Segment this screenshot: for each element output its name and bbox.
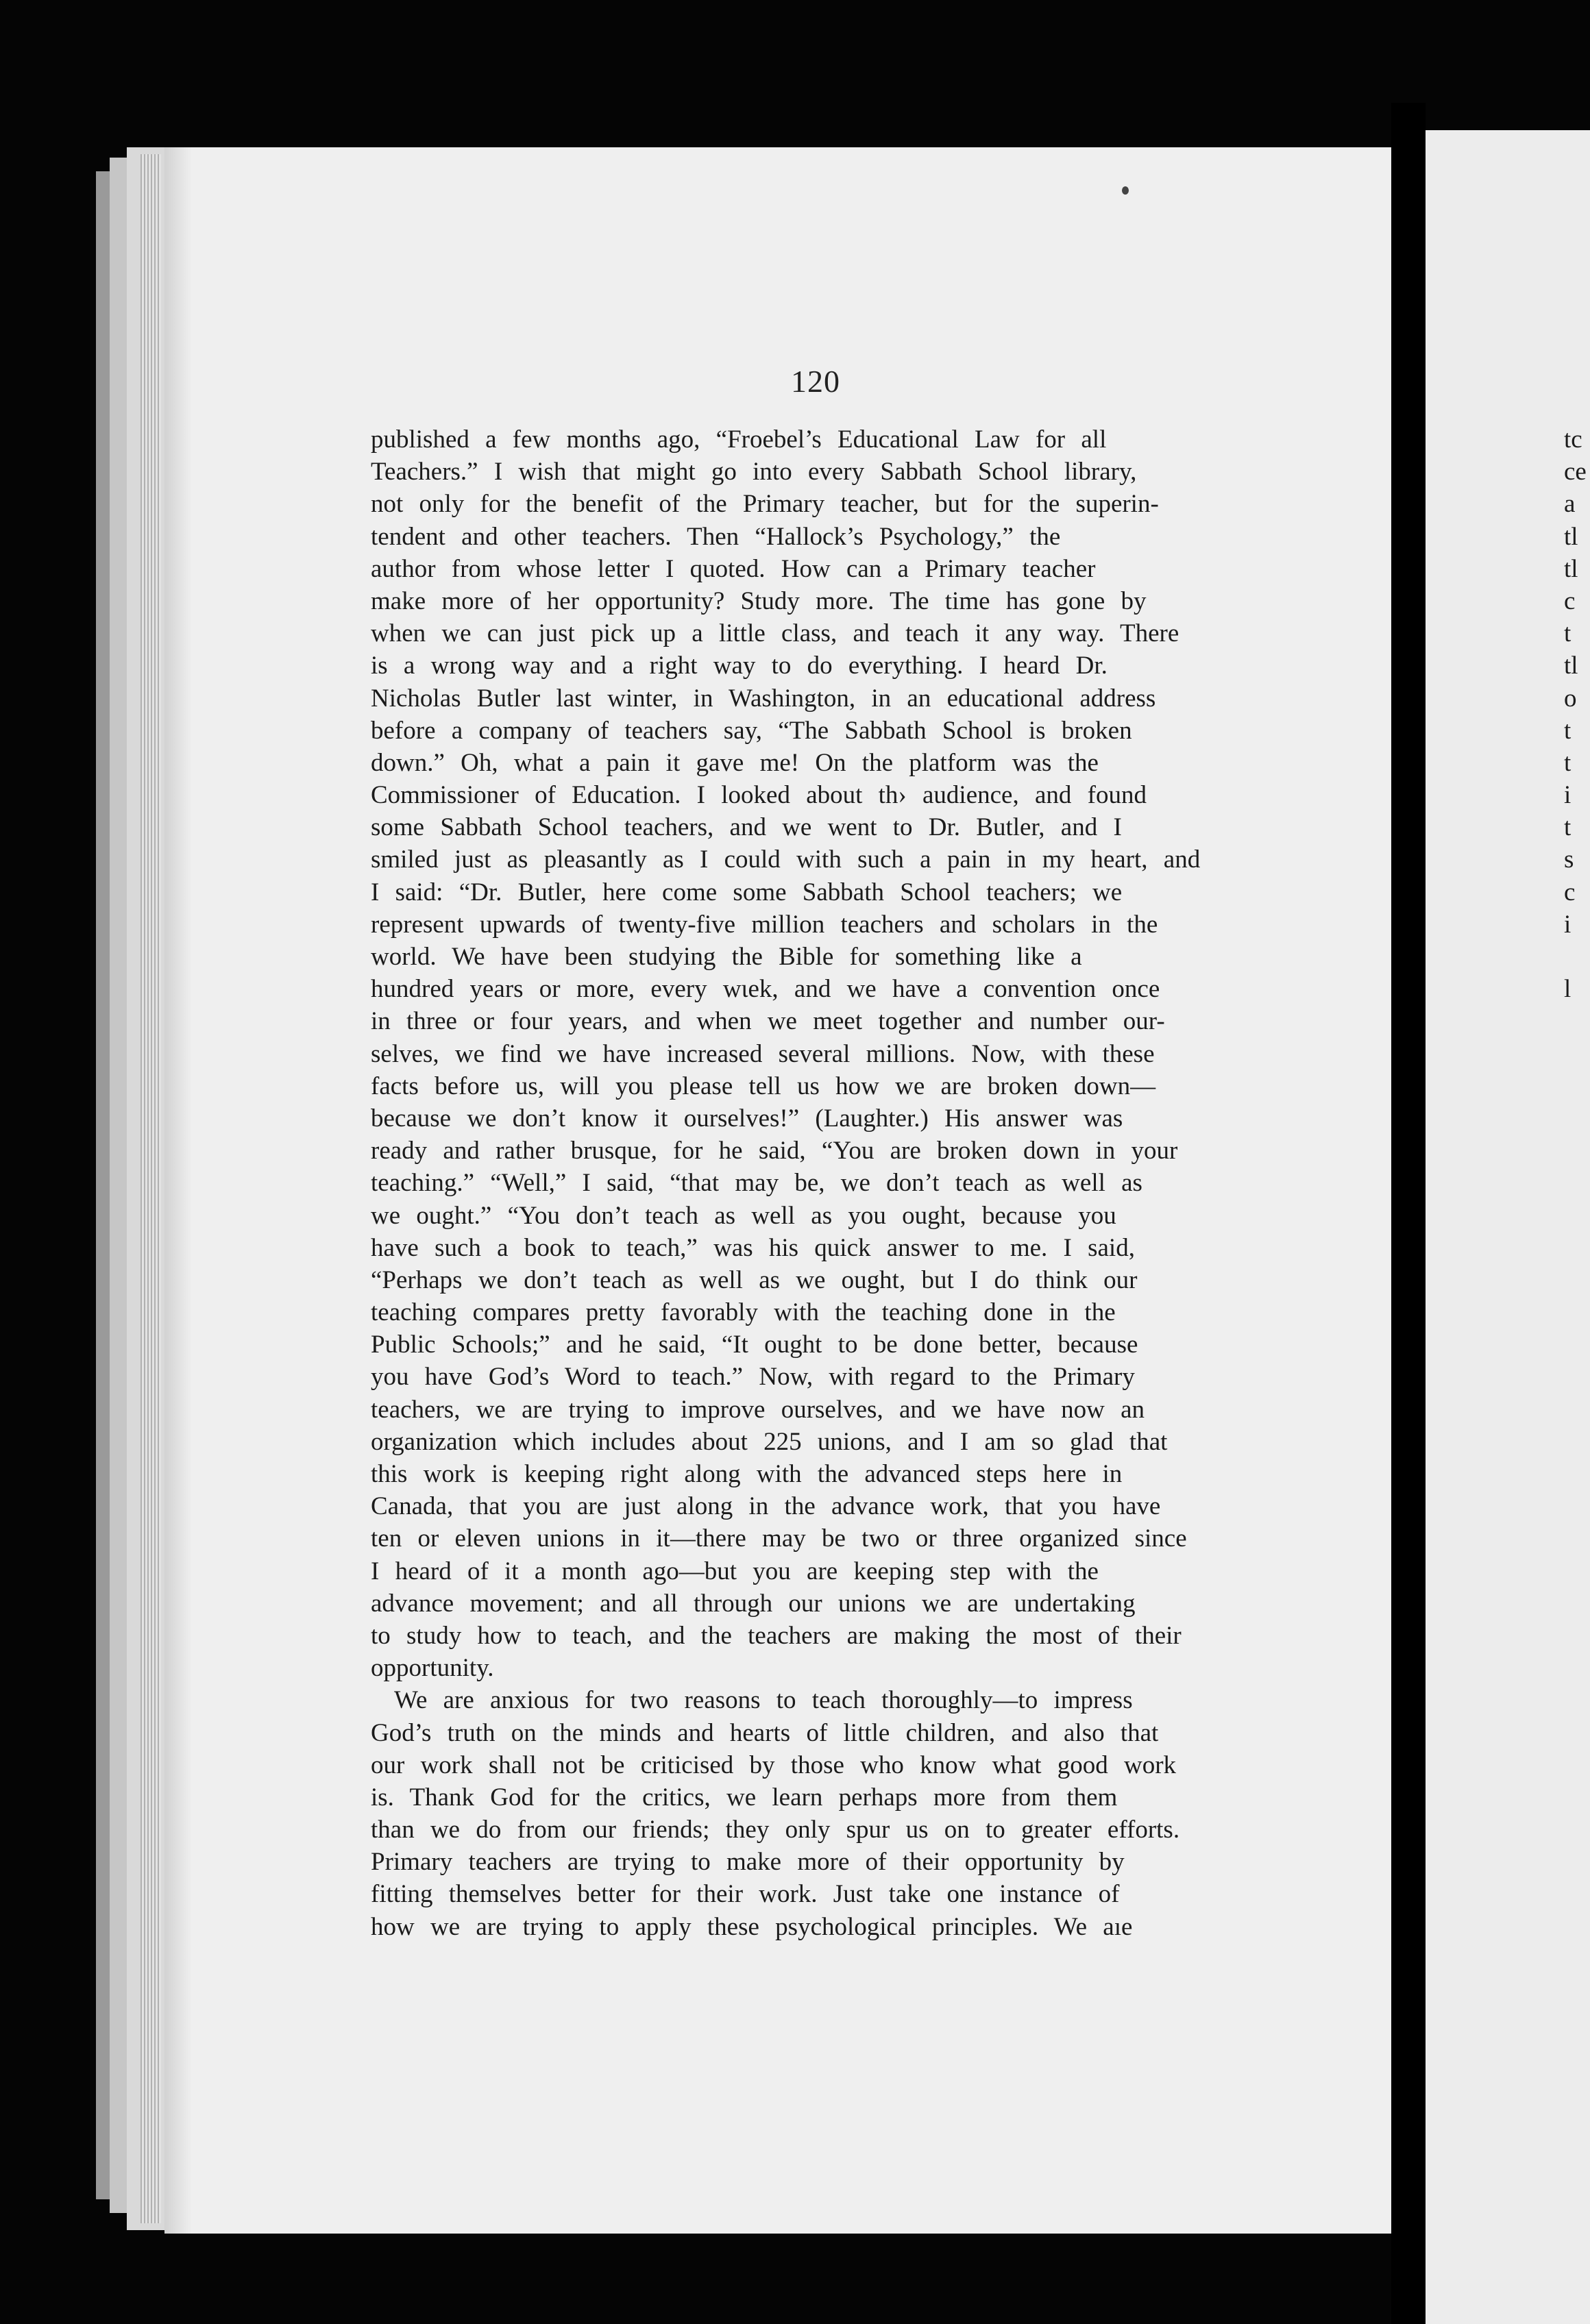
text-line: world. We have been studying the Bible for something like a — [371, 943, 1082, 971]
page-number: 120 — [791, 364, 840, 399]
text-line: Nicholas Butler last winter, in Washington, in an educational address — [371, 684, 1156, 713]
facing-page-line-fragment: tl — [1564, 522, 1578, 551]
text-line: organization which includes about 225 unions, and I am so glad that — [371, 1427, 1168, 1456]
facing-page-line-fragment: s — [1564, 845, 1574, 874]
text-line: smiled just as pleasantly as I could with such a pain in my heart, and — [371, 845, 1201, 874]
text-line: selves, we find we have increased several millions. Now, with these — [371, 1039, 1155, 1068]
facing-page-line-fragment: t — [1564, 813, 1571, 842]
text-line: some Sabbath School teachers, and we went to Dr. Butler, and I — [371, 813, 1122, 842]
text-line: in three or four years, and when we meet together and number our- — [371, 1007, 1165, 1036]
text-line: than we do from our friends; they only spur us on to greater efforts. — [371, 1816, 1180, 1844]
text-line: you have God’s Word to teach.” Now, with regard to the Primary — [371, 1363, 1135, 1392]
text-line: teachers, we are trying to improve ourselves, and we have now an — [371, 1395, 1145, 1424]
text-line: is a wrong way and a right way to do everything. I heard Dr. — [371, 652, 1108, 680]
text-line: opportunity. — [371, 1654, 494, 1683]
facing-page-line-fragment: o — [1564, 684, 1577, 713]
facing-page-line-fragment: t — [1564, 619, 1571, 648]
facing-page-line-fragment: c — [1564, 878, 1576, 906]
text-line: this work is keeping right along with the advanced steps here in — [371, 1460, 1123, 1488]
text-line: Canada, that you are just along in the advance work, that you have — [371, 1492, 1161, 1521]
text-line: Primary teachers are trying to make more of their opportunity by — [371, 1848, 1125, 1877]
body-text — [371, 423, 1281, 1943]
text-line: teaching compares pretty favorably with the teaching done in the — [371, 1298, 1116, 1327]
facing-page-line-fragment: tc — [1564, 425, 1582, 454]
ink-speck — [1122, 186, 1129, 195]
text-line: is. Thank God for the critics, we learn perhaps more from them — [371, 1783, 1118, 1812]
text-line: I said: “Dr. Butler, here come some Sabbath School teachers; we — [371, 878, 1123, 906]
facing-page-line-fragment: c — [1564, 586, 1576, 615]
facing-page-line-fragment: a — [1564, 490, 1576, 519]
facing-page-text — [1564, 423, 1590, 1005]
text-line: I heard of it a month ago—but you are keeping step with the — [371, 1557, 1099, 1585]
facing-page-line-fragment: t — [1564, 716, 1571, 745]
text-line: ten or eleven unions in it—there may be two or three organized since — [371, 1524, 1187, 1553]
text-line: hundred years or more, every wɩek, and we have a convention once — [371, 975, 1160, 1004]
facing-page-line-fragment: tl — [1564, 554, 1578, 583]
facing-page-line-fragment: l — [1564, 975, 1571, 1004]
text-line: “Perhaps we don’t teach as well as we ought, but I do think our — [371, 1265, 1138, 1294]
facing-page-line-fragment: tl — [1564, 652, 1578, 680]
page-edge-stack — [140, 154, 161, 2223]
text-line: when we can just pick up a little class, and teach it any way. There — [371, 619, 1179, 648]
text-line: We are anxious for two reasons to teach thoroughly—to impress — [394, 1686, 1133, 1715]
text-line: tendent and other teachers. Then “Hallock’s Psychology,” the — [371, 522, 1061, 551]
text-line: down.” Oh, what a pain it gave me! On the platform was the — [371, 748, 1099, 777]
text-line: have such a book to teach,” was his quick answer to me. I said, — [371, 1233, 1135, 1262]
facing-page-line-fragment: i — [1564, 910, 1571, 939]
text-line: we ought.” “You don’t teach as well as you ought, because you — [371, 1201, 1116, 1230]
text-line: not only for the benefit of the Primary teacher, but for the superin- — [371, 490, 1159, 519]
text-line: God’s truth on the minds and hearts of little children, and also that — [371, 1718, 1159, 1747]
text-line: how we are trying to apply these psychological principles. We aıe — [371, 1912, 1133, 1941]
text-line: facts before us, will you please tell us how we are broken down— — [371, 1072, 1156, 1100]
page-shadow — [164, 147, 192, 2234]
book-gutter — [1391, 103, 1426, 2324]
text-line: Teachers.” I wish that might go into every Sabbath School library, — [371, 458, 1137, 486]
text-line: author from whose letter I quoted. How can a Primary teacher — [371, 554, 1096, 583]
text-line: teaching.” “Well,” I said, “that may be, we don’t teach as well as — [371, 1169, 1142, 1198]
text-line: advance movement; and all through our unions we are undertaking — [371, 1589, 1136, 1618]
text-line: before a company of teachers say, “The Sabbath School is broken — [371, 716, 1132, 745]
text-line: to study how to teach, and the teachers are making the most of their — [371, 1621, 1182, 1650]
text-line: published a few months ago, “Froebel’s Educational Law for all — [371, 425, 1107, 454]
text-line: ready and rather brusque, for he said, “You are broken down in your — [371, 1137, 1178, 1165]
facing-page-line-fragment: i — [1564, 781, 1571, 810]
text-line: our work shall not be criticised by those who know what good work — [371, 1751, 1177, 1779]
facing-page-line-fragment — [1564, 941, 1590, 973]
text-line: fitting themselves better for their work. Just take one instance of — [371, 1880, 1120, 1909]
facing-page-line-fragment: ce — [1564, 458, 1587, 486]
facing-page-line-fragment: t — [1564, 748, 1571, 777]
text-line: make more of her opportunity? Study more. The time has gone by — [371, 586, 1147, 615]
text-line: Commissioner of Education. I looked about th› audience, and found — [371, 781, 1147, 810]
text-line: because we don’t know it ourselves!” (Laughter.) His answer was — [371, 1104, 1123, 1133]
text-line: represent upwards of twenty-five million teachers and scholars in the — [371, 910, 1158, 939]
text-line: Public Schools;” and he said, “It ought to be done better, because — [371, 1331, 1138, 1359]
